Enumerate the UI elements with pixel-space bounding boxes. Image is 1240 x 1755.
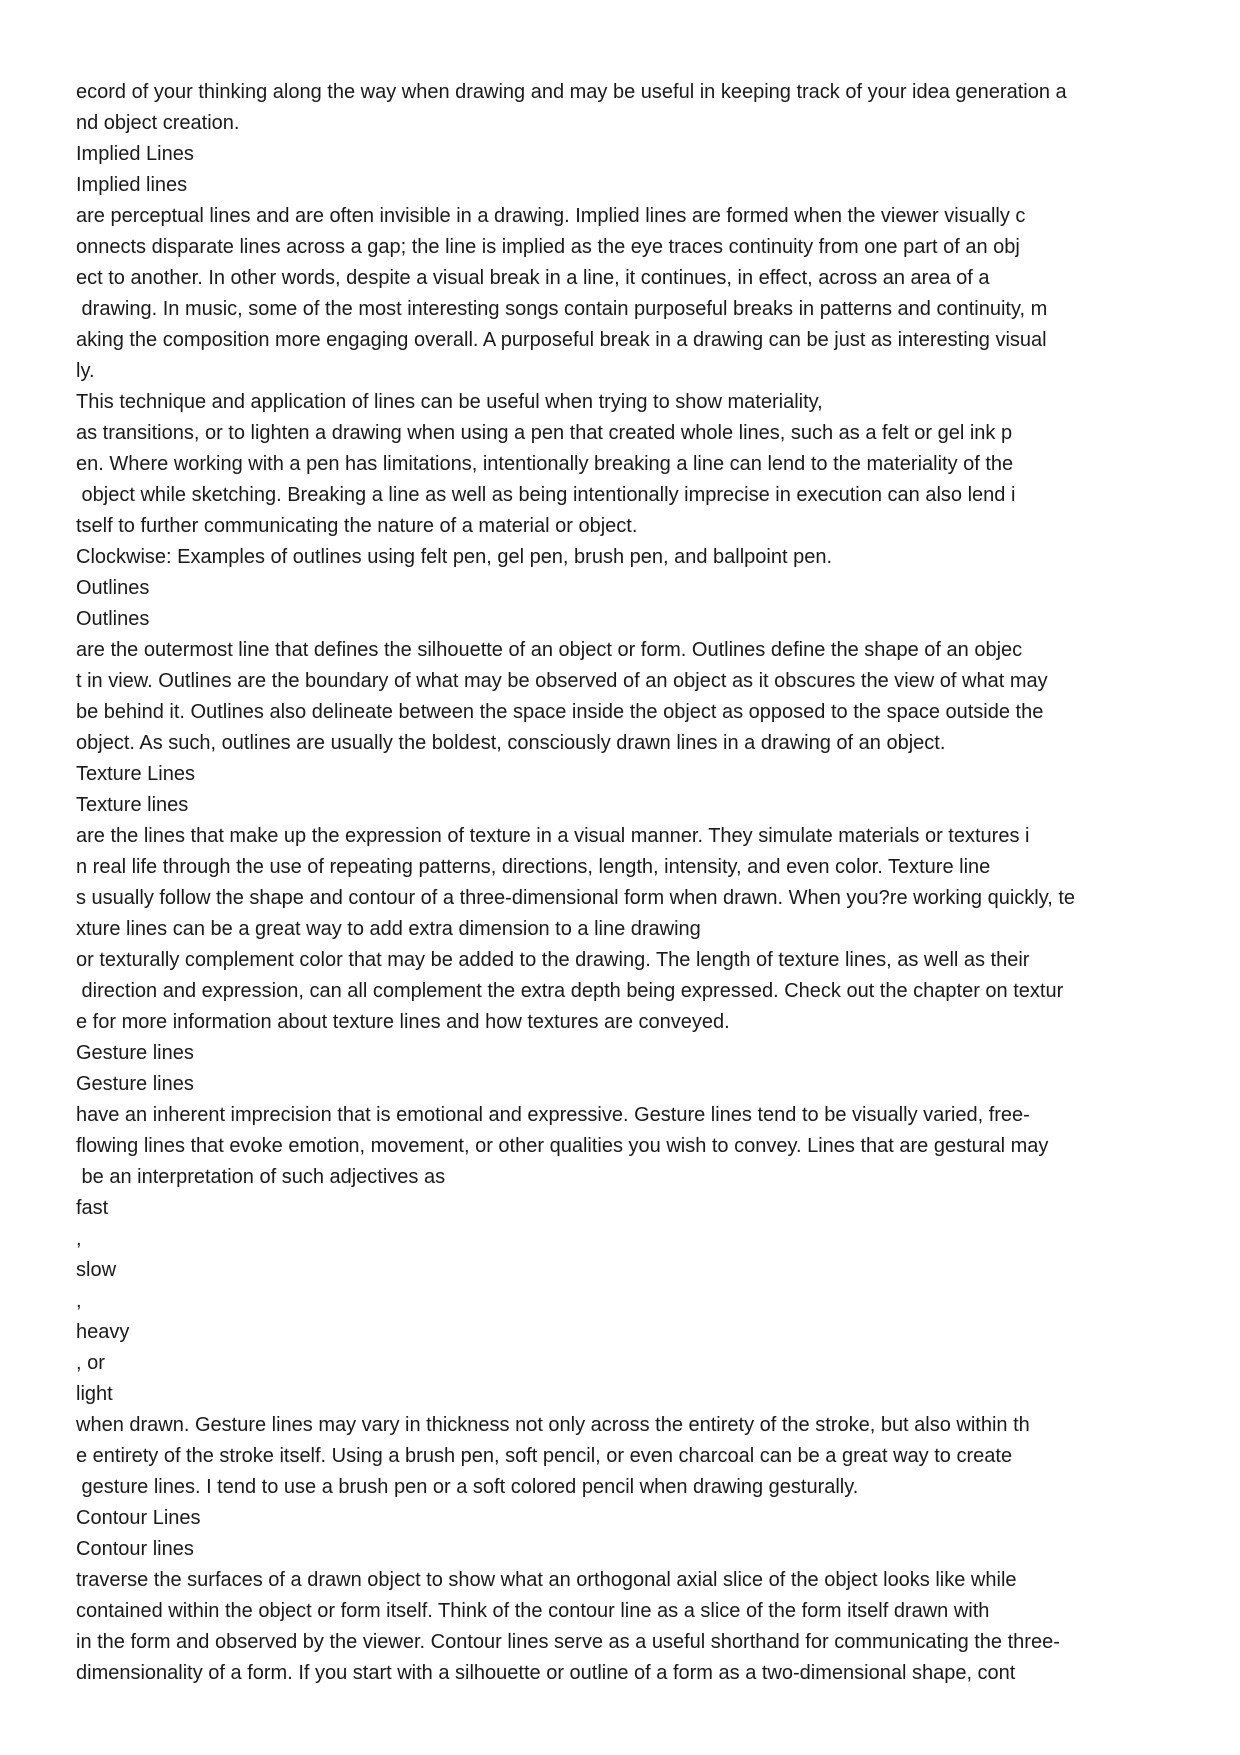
text-line: This technique and application of lines can be useful when trying to show materiality, bbox=[76, 391, 823, 413]
text-line: contained within the object or form itself. Think of the contour line as a slice of the form itself drawn with bbox=[76, 1600, 990, 1622]
text-line: ecord of your thinking along the way when drawing and may be useful in keeping track of your idea generation a bbox=[76, 81, 1067, 103]
text-line: Clockwise: Examples of outlines using felt pen, gel pen, brush pen, and ballpoint pen. bbox=[76, 546, 833, 568]
text-line: Outlines bbox=[76, 577, 150, 599]
text-line: Implied lines bbox=[76, 174, 188, 196]
text-line: Gesture lines bbox=[76, 1073, 194, 1095]
text-line: tself to further communicating the nature of a material or object. bbox=[76, 515, 638, 537]
text-line: are the lines that make up the expression of texture in a visual manner. They simulate materials or textures i bbox=[76, 825, 1030, 847]
text-line: Texture Lines bbox=[76, 763, 195, 785]
text-line: object while sketching. Breaking a line as well as being intentionally imprecise in execution can also lend i bbox=[76, 484, 1016, 506]
text-line: drawing. In music, some of the most interesting songs contain purposeful breaks in patterns and continuity, m bbox=[76, 298, 1048, 320]
text-line: traverse the surfaces of a drawn object to show what an orthogonal axial slice of the object looks like while bbox=[76, 1569, 1017, 1591]
text-line: light bbox=[76, 1383, 113, 1405]
text-line: onnects disparate lines across a gap; the line is implied as the eye traces continuity from one part of an obj bbox=[76, 236, 1020, 258]
text-line: s usually follow the shape and contour of a three-dimensional form when drawn. When you?re working quickly, te bbox=[76, 887, 1076, 909]
text-line: are the outermost line that defines the silhouette of an object or form. Outlines define the shape of an objec bbox=[76, 639, 1023, 661]
text-line: be behind it. Outlines also delineate between the space inside the object as opposed to the space outside the bbox=[76, 701, 1044, 723]
text-line: n real life through the use of repeating patterns, directions, length, intensity, and even color. Texture line bbox=[76, 856, 991, 878]
text-line: Contour Lines bbox=[76, 1507, 201, 1529]
text-line: are perceptual lines and are often invisible in a drawing. Implied lines are formed when the viewer visually c bbox=[76, 205, 1026, 227]
text-line: Outlines bbox=[76, 608, 150, 630]
text-line: dimensionality of a form. If you start with a silhouette or outline of a form as a two-dimensional shape, cont bbox=[76, 1662, 1016, 1684]
text-line: xture lines can be a great way to add extra dimension to a line drawing bbox=[76, 918, 701, 940]
text-line: Texture lines bbox=[76, 794, 189, 816]
text-line: en. Where working with a pen has limitations, intentionally breaking a line can lend to the materiality of the bbox=[76, 453, 1014, 475]
text-line: when drawn. Gesture lines may vary in thickness not only across the entirety of the stroke, but also within th bbox=[76, 1414, 1030, 1436]
text-line: heavy bbox=[76, 1321, 130, 1343]
text-line: , or bbox=[76, 1352, 105, 1374]
text-line: ect to another. In other words, despite a visual break in a line, it continues, in effect, across an area of a bbox=[76, 267, 990, 289]
text-line: nd object creation. bbox=[76, 112, 240, 134]
text-line: , bbox=[76, 1228, 82, 1250]
text-line: Gesture lines bbox=[76, 1042, 194, 1064]
text-line: or texturally complement color that may be added to the drawing. The length of texture lines, as well as their bbox=[76, 949, 1030, 971]
text-line: in the form and observed by the viewer. Contour lines serve as a useful shorthand for communicating the three- bbox=[76, 1631, 1060, 1653]
text-line: Contour lines bbox=[76, 1538, 194, 1560]
text-line: fast bbox=[76, 1197, 109, 1219]
text-line: Implied Lines bbox=[76, 143, 194, 165]
text-line: ly. bbox=[76, 360, 95, 382]
text-line: flowing lines that evoke emotion, movement, or other qualities you wish to convey. Lines that are gestural may bbox=[76, 1135, 1049, 1157]
text-line: as transitions, or to lighten a drawing when using a pen that created whole lines, such as a felt or gel ink p bbox=[76, 422, 1013, 444]
text-line: have an inherent imprecision that is emotional and expressive. Gesture lines tend to be visually varied, free- bbox=[76, 1104, 1030, 1126]
text-line: e for more information about texture lines and how textures are conveyed. bbox=[76, 1011, 730, 1033]
text-line: , bbox=[76, 1290, 82, 1312]
text-line: object. As such, outlines are usually the boldest, consciously drawn lines in a drawing of an object. bbox=[76, 732, 946, 754]
text-line: slow bbox=[76, 1259, 117, 1281]
text-line: direction and expression, can all complement the extra depth being expressed. Check out the chapter on textur bbox=[76, 980, 1064, 1002]
text-line: aking the composition more engaging overall. A purposeful break in a drawing can be just as interesting visual bbox=[76, 329, 1047, 351]
text-line: t in view. Outlines are the boundary of what may be observed of an object as it obscures the view of what may bbox=[76, 670, 1048, 692]
document-text-block bbox=[76, 77, 1196, 1689]
text-line: be an interpretation of such adjectives as bbox=[76, 1166, 446, 1188]
text-line: gesture lines. I tend to use a brush pen or a soft colored pencil when drawing gesturally. bbox=[76, 1476, 859, 1498]
text-line: e entirety of the stroke itself. Using a brush pen, soft pencil, or even charcoal can be a great way to create bbox=[76, 1445, 1013, 1467]
